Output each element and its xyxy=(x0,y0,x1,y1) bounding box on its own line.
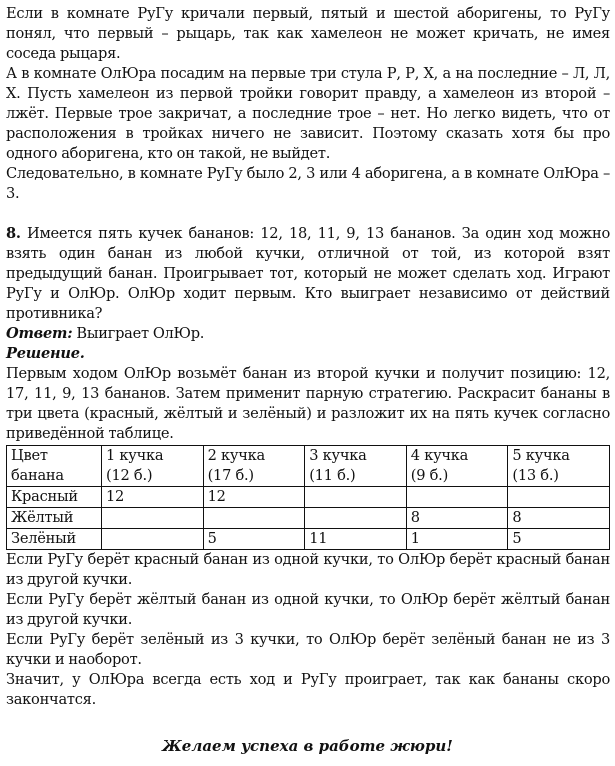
table-cell xyxy=(305,487,407,508)
table-header-cell: 4 кучка (9 б.) xyxy=(406,446,508,487)
table-cell xyxy=(508,487,610,508)
banana-color-table xyxy=(6,445,610,550)
table-row xyxy=(7,487,610,508)
table-row xyxy=(7,529,610,550)
table-cell: 5 xyxy=(508,529,610,550)
table-cell: 8 xyxy=(508,508,610,529)
final-conclusion: Значит, у ОлЮра всегда есть ход и РуГу проиграет, так как бананы скоро закончатся. xyxy=(6,671,610,708)
rule-yellow: Если РуГу берёт жёлтый банан из одной кучки, то ОлЮр берёт жёлтый банан из другой кучки. xyxy=(6,591,610,628)
document-page xyxy=(6,4,610,710)
table-header-cell: 3 кучка (11 б.) xyxy=(305,446,407,487)
solution-heading xyxy=(6,344,610,364)
task-number: 8. xyxy=(6,225,21,242)
solution-label: Решение. xyxy=(6,345,85,362)
spacer xyxy=(6,204,610,224)
table-cell: 5 xyxy=(203,529,305,550)
table-cell xyxy=(305,508,407,529)
table-header-cell: 2 кучка (17 б.) xyxy=(203,446,305,487)
paragraph-rugu-room: Если в комнате РуГу кричали первый, пятый и шестой аборигены, то РуГу понял, что первый – рыцарь, так как хамелеон не может кричать, не имея соседа рыцаря. xyxy=(6,5,610,62)
table-cell: 1 xyxy=(406,529,508,550)
task-text: Имеется пять кучек бананов: 12, 18, 11, 9, 13 бананов. За один ход можно взять один банан из любой кучки, отличной от той, из которой взят предыдущий банан. Проигрывает тот, который не может сделать ход. Играют РуГу и ОлЮр. ОлЮр ходит первым. Кто выиграет независимо от действий противника? xyxy=(6,225,610,322)
table-cell: 12 xyxy=(203,487,305,508)
table-cell: Жёлтый xyxy=(7,508,102,529)
answer-line xyxy=(6,324,610,344)
rule-red: Если РуГу берёт красный банан из одной кучки, то ОлЮр берёт красный банан из другой кучки. xyxy=(6,551,610,588)
table-cell xyxy=(406,487,508,508)
table-cell: Зелёный xyxy=(7,529,102,550)
table-cell xyxy=(102,508,204,529)
table-header-row xyxy=(7,446,610,487)
answer-label: Ответ: xyxy=(6,325,73,342)
paragraph-olyur-room: А в комнате ОлЮра посадим на первые три стула Р, Р, Х, а на последние – Л, Л, Х. Пусть хамелеон из первой тройки говорит правду, а хамелеон из второй – лжёт. Первые трое закричат, а последние трое – нет. Но легко видеть, что от расположения в тройках ничего не зависит. Поэтому сказать хотя бы про одного аборигена, кто он такой, не выйдет. xyxy=(6,65,610,162)
solution-text: Первым ходом ОлЮр возьмёт банан из второй кучки и получит позицию: 12, 17, 11, 9, 13 бананов. Затем применит парную стратегию. Раскрасит бананы в три цвета (красный, жёлтый и зелёный) и разложит их на пять кучек согласно приведённой таблице. xyxy=(6,365,610,442)
table-cell xyxy=(102,529,204,550)
closing-wish: Желаем успеха в работе жюри! xyxy=(162,737,453,755)
rule-green: Если РуГу берёт зелёный из 3 кучки, то ОлЮр берёт зелёный банан не из 3 кучки и наоборот. xyxy=(6,631,610,668)
table-header-cell: 1 кучка (12 б.) xyxy=(102,446,204,487)
table-cell xyxy=(203,508,305,529)
table-cell: 8 xyxy=(406,508,508,529)
task-8 xyxy=(6,224,610,324)
answer-text: Выиграет ОлЮр. xyxy=(76,325,205,342)
paragraph-conclusion: Следовательно, в комнате РуГу было 2, 3 или 4 аборигена, а в комнате ОлЮра – 3. xyxy=(6,165,610,202)
table-cell: 11 xyxy=(305,529,407,550)
table-header-cell: 5 кучка (13 б.) xyxy=(508,446,610,487)
table-header-cell: Цвет банана xyxy=(7,446,102,487)
table-row xyxy=(7,508,610,529)
table-cell: 12 xyxy=(102,487,204,508)
table-cell: Красный xyxy=(7,487,102,508)
